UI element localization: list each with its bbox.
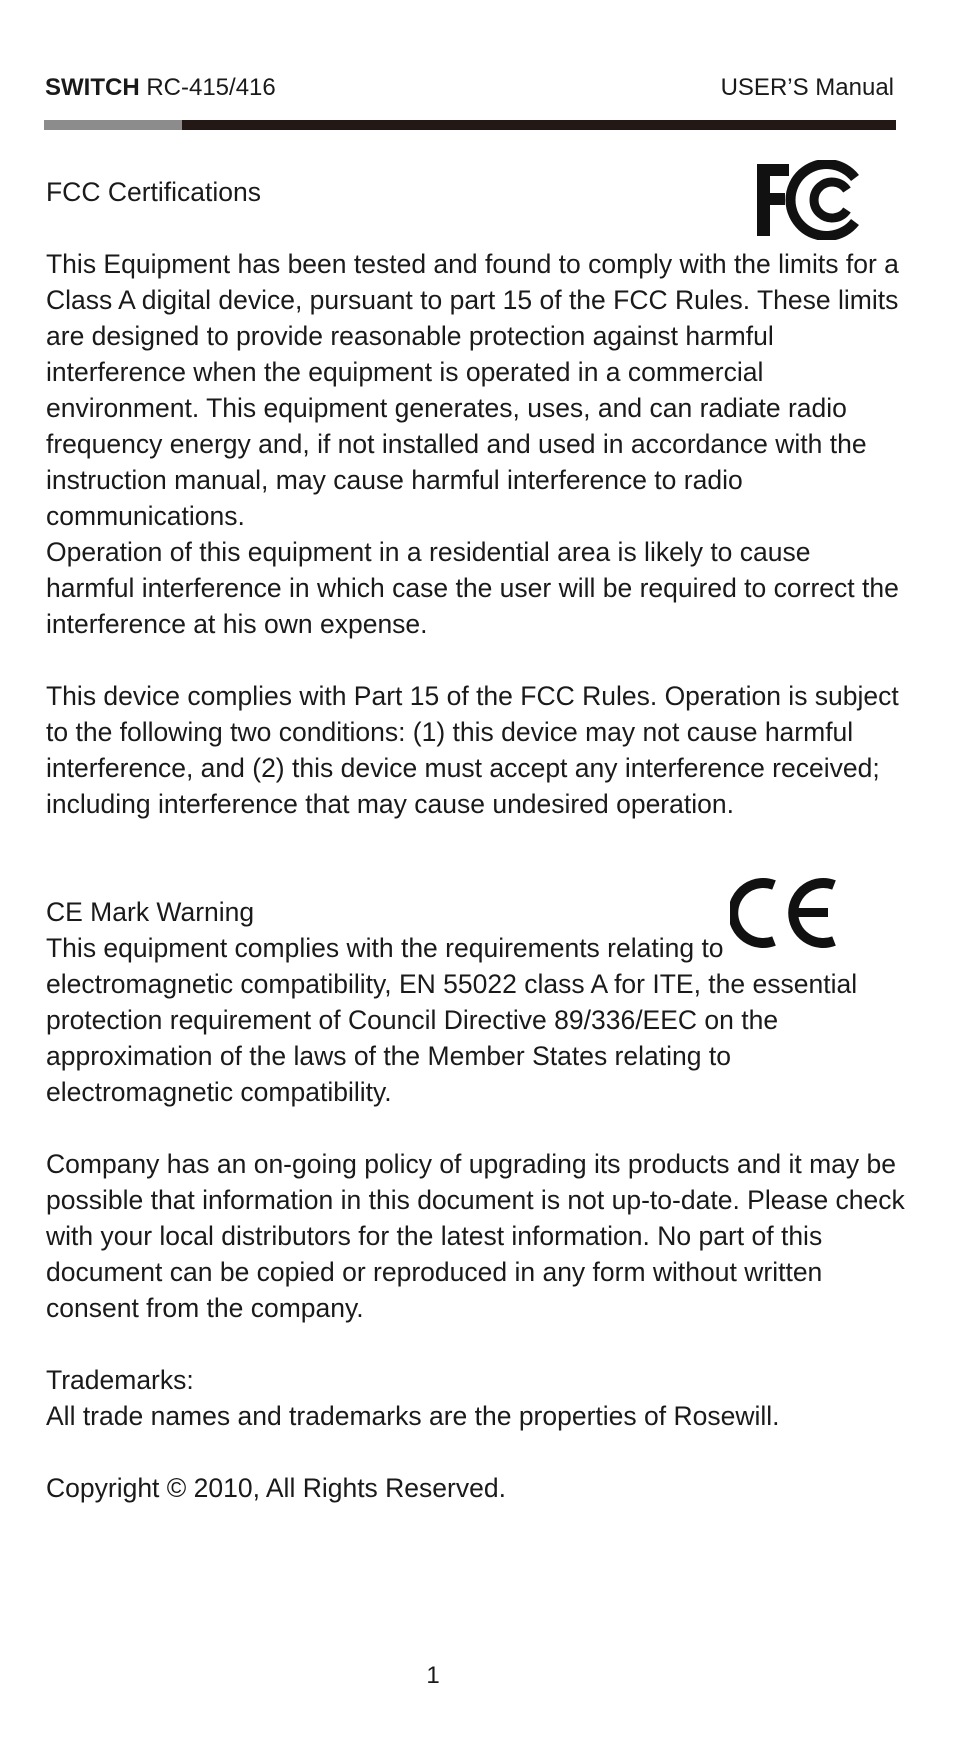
header-brand: SWITCH <box>45 74 140 101</box>
fcc-heading: FCC Certifications <box>46 177 261 207</box>
header-rule <box>44 120 896 130</box>
policy-paragraph: Company has an on-going policy of upgrading its products and it may be possible that information in this document is not up-to-date. Please check with your local distributors for the latest information. No part of this document can be copied or reproduced in any form without written consent from the company. <box>46 1149 905 1323</box>
document-body <box>46 174 906 1506</box>
trademarks-heading: Trademarks: <box>46 1365 194 1395</box>
ce-heading: CE Mark Warning <box>46 897 255 927</box>
ce-paragraph: This equipment complies with the requirements relating to electromagnetic compatibility, EN 55022 class A for ITE, the essential protection requirement of Council Directive 89/336/EEC on the approximation of the laws of the Member States relating to electromagnetic compatibility. <box>46 933 858 1107</box>
fcc-paragraph-1: This Equipment has been tested and found to comply with the limits for a Class A digital device, pursuant to part 15 of the FCC Rules. These limits are designed to provide reasonable protection against harmful interference when the equipment is operated in a commercial environment. This equipment generates, uses, and can radiate radio frequency energy and, if not installed and used in accordance with the instruction manual, may cause harmful interference to radio communications. <box>46 249 899 531</box>
fcc-paragraph-2: Operation of this equipment in a residential area is likely to cause harmful interference in which case the user will be required to correct the interference at his own expense. <box>46 537 899 639</box>
page-number: 1 <box>426 1662 440 1689</box>
fcc-paragraph-3: This device complies with Part 15 of the FCC Rules. Operation is subject to the following two conditions: (1) this device may not cause harmful interference, and (2) this device must accept any interference received; including interference that may cause undesired operation. <box>46 681 899 819</box>
header-model: RC-415/416 <box>146 74 276 101</box>
trademarks-paragraph: All trade names and trademarks are the properties of Rosewill. <box>46 1401 780 1431</box>
header-rule-accent <box>44 120 182 130</box>
header-manual-title: USER’S Manual <box>720 74 894 101</box>
header-product <box>45 74 276 102</box>
page-header <box>45 74 894 108</box>
copyright-notice: Copyright © 2010, All Rights Reserved. <box>46 1473 506 1503</box>
